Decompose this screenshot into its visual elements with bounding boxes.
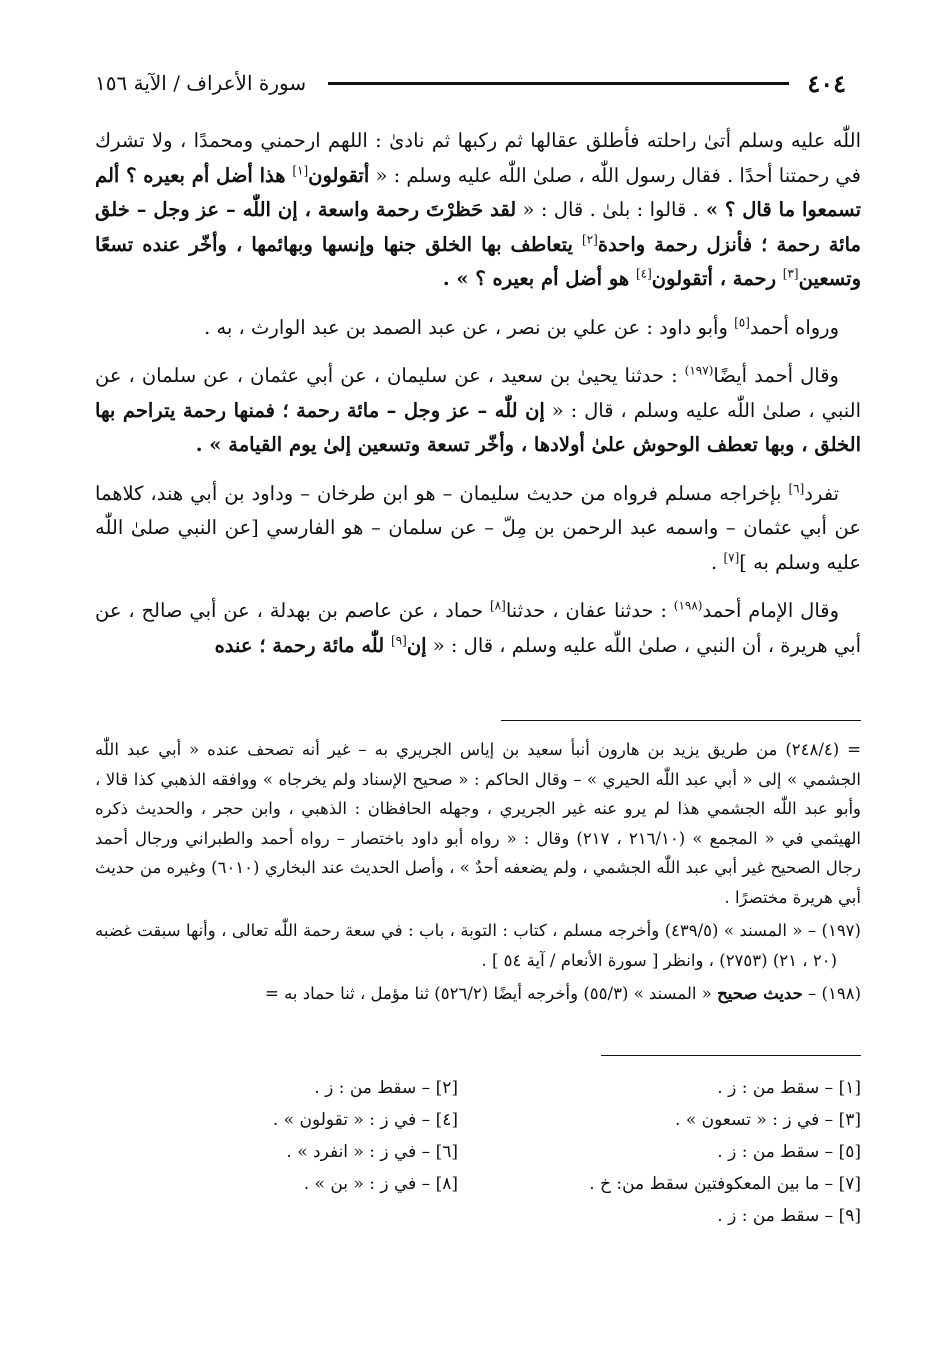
footnote-197: (١٩٧) – « المسند » (٤٣٩/٥) وأخرجه مسلم ، كتاب : التوبة ، باب : في سعة رحمة اللّٰه تعالى ، وأنها سبقت غضبه (٢٠ ، ٢١) (٢٧٥٣) ، وانظر [ سورة الأنعام / آية ٥٤ ] . bbox=[95, 921, 861, 970]
variant-ref-1: [١] bbox=[292, 163, 309, 177]
p1-text: اللّٰه عليه وسلم أتىٰ راحلته فأطلق عقالها ثم ركبها ثم نادىٰ : اللهم ارحمني ومحمدًا ، ولا تشرك في رحمتنا أحدًا . فقال رسول اللّٰه ، صلىٰ اللّٰه عليه وسلم : « bbox=[95, 129, 861, 187]
variant-3: [٣] – في ز : « تسعون » . bbox=[675, 1110, 861, 1130]
footnote-continued: = (٢٤٨/٤) من طريق يزيد بن هارون أنبأ سعيد بن إياس الجريري به – غير أنه تصحف عنده « أبي عبد اللّٰه الجشمي » إلى « أبي عبد اللّٰه الحيري » – وقال الحاكم : « صحيح الإسناد ولم يخرجاه » ووافقه الذهبي كذا قالا ، وأبو عبد اللّٰه الجشمي هذا لم يرو عنه غير الجريري ، وجهله الحافظان : الذهبي ، وابن حجر ، والحديث ذكره الهيثمي في « المجمع » (٢١٦/١٠ ، ٢١٧) وقال : « رواه أبو داود باختصار – رواه أحمد والطبراني ورجال أحمد رجال الصحيح غير أبي عبد اللّٰه الجشمي ، ولم يضعفه أحدٌ » ، وأصل الحديث عند البخاري (٦٠١٠) وغيره من حديث أبي هريرة مختصرًا . bbox=[95, 740, 861, 907]
variant-ref-3: [٣] bbox=[782, 266, 799, 281]
p2-text: ورواه أحمد bbox=[749, 315, 839, 339]
paragraph-1 bbox=[95, 124, 861, 297]
variant-ref-6: [٦] bbox=[788, 481, 805, 495]
page-number: ٤٠٤ bbox=[807, 68, 846, 98]
paragraph-5 bbox=[95, 594, 861, 663]
variant-1: [١] – سقط من : ز . bbox=[717, 1078, 861, 1098]
p4-end: . bbox=[711, 550, 724, 574]
variant-7: [٧] – ما بين المعكوفتين سقط من: خ . bbox=[589, 1174, 861, 1194]
p3-text-2: : حدثنا يحيىٰ بن سعيد ، عن سليمان ، عن أبي عثمان ، عن سلمان ، عن النبي ، صلىٰ اللّٰه عليه وسلم ، قال : « bbox=[95, 364, 861, 422]
p2-text-2: وأبو داود : عن علي بن نصر ، عن عبد الصمد بن عبد الوارث ، به . bbox=[204, 315, 735, 339]
p5-text-2: : حدثنا عفان ، حدثنا bbox=[505, 599, 674, 622]
footnote-198: (١٩٨) – حديث صحيح « المسند » (٥٥/٣) وأخرجه أيضًا (٥٢٦/٢) ثنا مؤمل ، ثنا حماد به = bbox=[265, 984, 861, 1003]
paragraph-2 bbox=[95, 311, 861, 346]
variant-5: [٥] – سقط من : ز . bbox=[717, 1142, 861, 1162]
variant-ref-4: [٤] bbox=[635, 266, 652, 281]
variant-ref-2: [٢] bbox=[582, 232, 598, 246]
p1-bold-3: لقد حَظرْتَ رحمة واسعة ، إن اللّٰه – عز وجل – خلق مائة رحمة ؛ فأنزل رحمة واحدة bbox=[95, 198, 861, 256]
footnotes bbox=[95, 735, 861, 1013]
p1-bold-4: يتعاطف بها الخلق جنها وإنسها وبهائمها ، وأخّر عنده تسعًا وتسعين bbox=[95, 232, 861, 290]
variant-ref-7: [٧] bbox=[723, 550, 740, 564]
footnote-198-bold: حديث صحيح bbox=[717, 984, 803, 1003]
p3-text: وقال أحمد أيضًا bbox=[713, 364, 839, 387]
p5-bold-1: إن bbox=[406, 633, 427, 657]
variant-ref-5: [٥] bbox=[734, 315, 750, 329]
running-title: سورة الأعراف / الآية ١٥٦ bbox=[95, 71, 307, 95]
variants-separator bbox=[601, 1055, 861, 1056]
p4-text: تفرد bbox=[804, 481, 839, 505]
p1-bold-2: هذا أضل أم بعيره ؟ ألم تسمعوا ما قال ؟ » bbox=[95, 163, 861, 221]
variant-9: [٩] – سقط من : ز . bbox=[717, 1206, 861, 1226]
footnote-separator bbox=[501, 720, 861, 721]
paragraph-3 bbox=[95, 359, 861, 463]
variant-8: [٨] – في ز : « بن » . bbox=[303, 1174, 458, 1194]
p1-bold-6: هو أضل أم بعيره ؟ » . bbox=[442, 267, 636, 290]
footnote-ref-198: (١٩٨) bbox=[673, 598, 703, 613]
p3-bold: إن للّٰه – عز وجل – مائة رحمة ؛ فمنها رحمة يتراحم بها الخلق ، وبها تعطف الوحوش علىٰ أولادها ، وأخّر تسعة وتسعين إلىٰ يوم القيامة » . bbox=[95, 398, 861, 456]
p1-bold-5: رحمة ، أتقولون bbox=[651, 267, 783, 290]
header-rule bbox=[328, 82, 789, 85]
main-text bbox=[95, 124, 861, 677]
variant-2: [٢] – سقط من : ز . bbox=[314, 1078, 458, 1098]
page-header bbox=[95, 66, 846, 100]
footnote-ref-197: (١٩٧) bbox=[684, 363, 714, 378]
p4-text-2: بإخراجه مسلم فرواه من حديث سليمان – هو ابن طرخان – وداود بن أبي هند، كلاهما عن أبي عثمان – واسمه عبد الرحمن بن مِلّ – عن سلمان – هو الفارسي [عن النبي صلىٰ اللّٰه عليه وسلم به ] bbox=[95, 481, 861, 574]
p1-bold-1: أتقولون bbox=[308, 163, 370, 187]
p5-text: وقال الإمام أحمد bbox=[702, 599, 840, 622]
variant-ref-8: [٨] bbox=[489, 598, 506, 613]
p5-bold-2: للّٰه مائة رحمة ؛ عنده bbox=[214, 633, 391, 657]
p1-text-2: . قالوا : بلىٰ . قال : « bbox=[516, 198, 699, 221]
variant-6: [٦] – في ز : « انفرد » . bbox=[286, 1142, 458, 1162]
p5-text-3: حماد ، عن عاصم بن بهدلة ، عن أبي صالح ، عن أبي هريرة ، أن النبي ، صلىٰ اللّٰه عليه وسلم ، قال : « bbox=[95, 599, 861, 657]
variant-ref-9: [٩] bbox=[391, 633, 407, 647]
manuscript-variants bbox=[95, 1072, 861, 1232]
variant-4: [٤] – في ز : « تقولون » . bbox=[272, 1110, 458, 1130]
paragraph-4 bbox=[95, 477, 861, 581]
